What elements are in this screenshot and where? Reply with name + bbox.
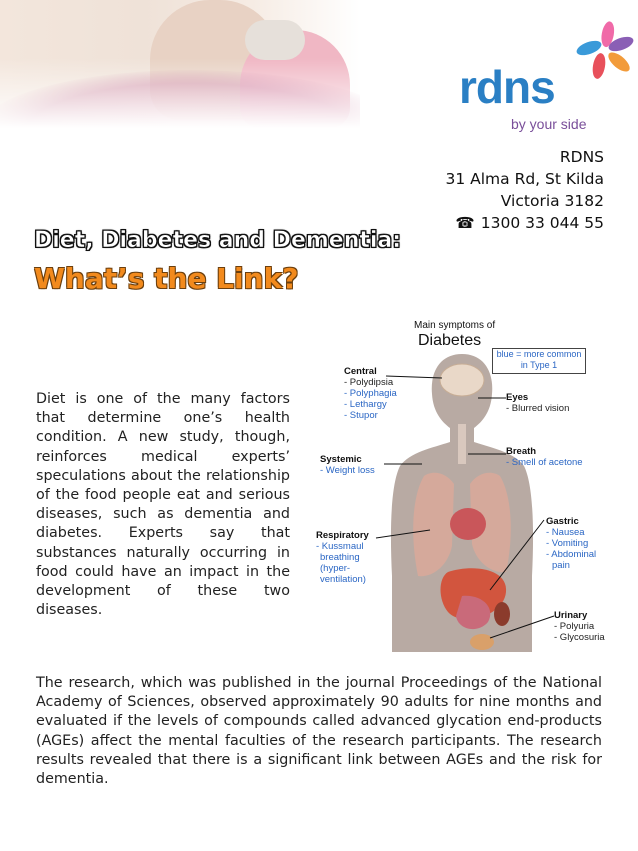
city-postcode: Victoria 3182 (500, 192, 604, 210)
logo-wordmark: rdns (459, 61, 555, 113)
header-photo (0, 0, 360, 128)
phone-icon: ☎ (455, 214, 475, 232)
eyes-label: Eyes (506, 392, 529, 403)
systemic-item-1: - Weight loss (320, 465, 375, 476)
gastric-item-1: - Nausea (546, 527, 585, 538)
diabetes-symptoms-diagram (312, 316, 612, 652)
logo-tagline: by your side (511, 116, 587, 132)
legend-line-1: blue = more common (496, 349, 582, 359)
eyes-symptoms (506, 392, 569, 414)
central-symptoms (344, 366, 397, 421)
diagram-title: Diabetes (418, 332, 482, 349)
systemic-symptoms (320, 454, 375, 476)
eyes-item-1: - Blurred vision (506, 403, 570, 414)
respiratory-item-3: (hyper- (320, 563, 351, 574)
gastric-symptoms (546, 516, 596, 571)
gastric-item-3: - Abdominal (546, 549, 597, 560)
gastric-item-4: pain (552, 560, 570, 571)
urinary-item-1: - Polyuria (554, 621, 595, 632)
central-item-4: - Stupor (344, 410, 378, 421)
street-address: 31 Alma Rd, St Kilda (445, 170, 604, 188)
breath-label: Breath (506, 446, 537, 457)
urinary-symptoms (554, 610, 605, 643)
central-item-2: - Polyphagia (344, 388, 397, 399)
central-item-1: - Polydipsia (344, 377, 394, 388)
central-item-3: - Lethargy (344, 399, 387, 410)
central-label: Central (344, 366, 377, 377)
breath-item-1: - Smell of acetone (506, 457, 583, 468)
respiratory-item-1: - Kussmaul (316, 541, 364, 552)
respiratory-item-2: breathing (320, 552, 360, 563)
urinary-item-2: - Glycosuria (554, 632, 605, 643)
address-block (445, 146, 604, 234)
breath-symptoms (506, 446, 583, 468)
respiratory-symptoms (316, 530, 369, 585)
urinary-label: Urinary (554, 610, 588, 621)
phone-line (445, 212, 604, 234)
gastric-item-2: - Vomiting (546, 538, 589, 549)
page-title: Diet, Diabetes and Dementia: (34, 228, 402, 253)
gastric-label: Gastric (546, 516, 579, 527)
respiratory-item-4: ventilation) (320, 574, 366, 585)
flower-logo-icon (575, 20, 635, 80)
rdns-logo (455, 20, 635, 130)
intro-paragraph: Diet is one of the many factors that determine one’s health condition. A new study, though, reinforces medical experts’ speculations about the relationship of the food people eat and serious diseases, such as dementia and diabetes. Experts say that substances naturally occurring in food could have an impact in the development of these two diseases. (36, 391, 290, 619)
systemic-label: Systemic (320, 454, 362, 465)
diagram-caption: Main symptoms of (414, 320, 496, 331)
page-subtitle: What’s the Link? (34, 262, 299, 295)
respiratory-label: Respiratory (316, 530, 369, 541)
research-paragraph: The research, which was published in the journal Proceedings of the National Academy of Sciences, observed approximately 90 adults for nine months and evaluated if the levels of compounds called advanced glycation end-products (AGEs) affect the mental faculties of the research participants. The research results revealed that there is a significant link between AGEs and the risk for dementia. (36, 675, 602, 788)
org-name: RDNS (559, 148, 604, 166)
legend-line-2: in Type 1 (520, 360, 558, 370)
phone-number: 1300 33 044 55 (480, 214, 604, 232)
diagram-legend (492, 348, 586, 374)
